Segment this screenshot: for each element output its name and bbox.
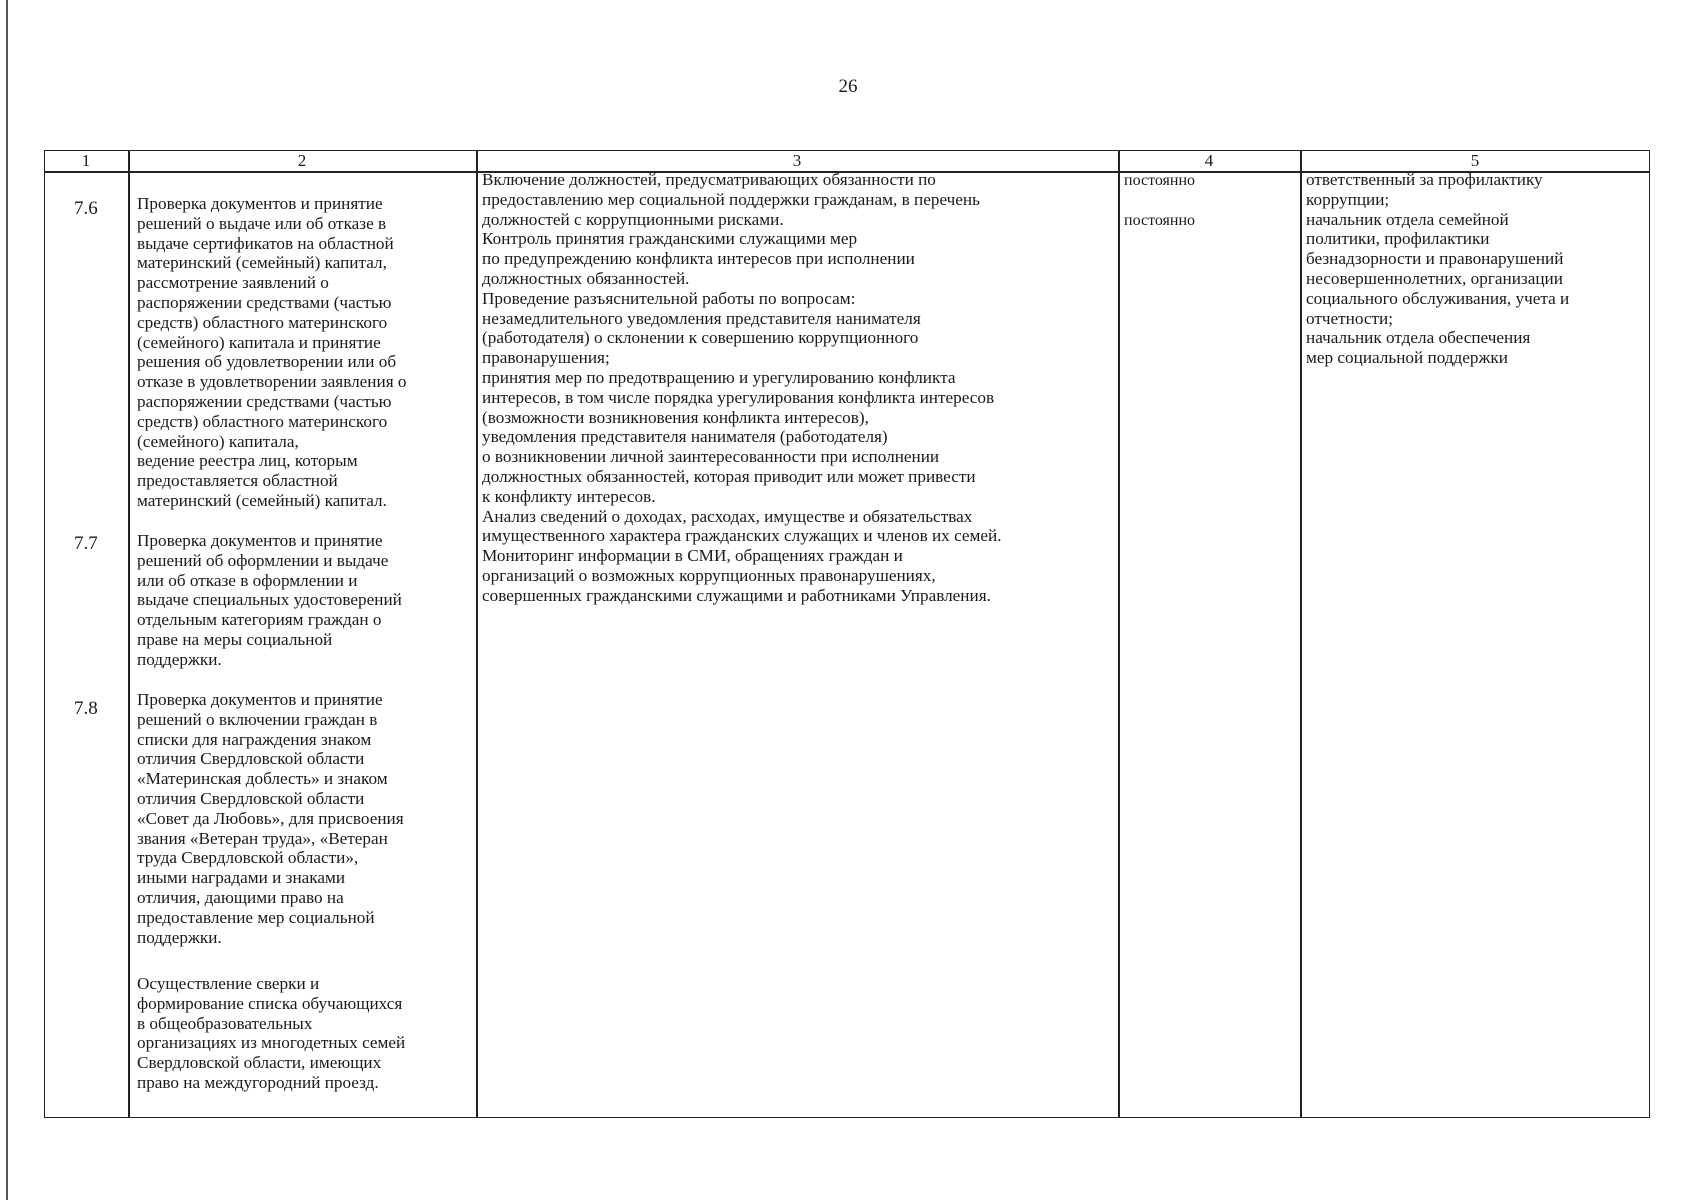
page-number: 26 — [838, 76, 858, 97]
function-text-extra: Осуществление сверки и формирование списка обучающихся в общеобразовательных организациях из многодетных семей Свердловской области, имеющих право на междугородний проезд. — [137, 974, 406, 1092]
deadline-text: постоянно постоянно — [1124, 172, 1196, 229]
function-text-7-7: Проверка документов и принятие решений об оформлении и выдаче или об отказе в оформлении и выдаче специальных удостоверений отдельным категориям граждан о праве на меры социальной поддержки. — [137, 531, 402, 669]
function-text-7-8: Проверка документов и принятие решений о включении граждан в списки для награждения знаком отличия Свердловской области «Материнская доблесть» и знаком отличия Свердловской области «Совет да Любовь», для присвоения звания «Ветеран труда», «Ветеран труда Свердловской области», иными наградами и знаками отличия, дающими право на предоставление мер социальной поддержки. — [137, 690, 404, 947]
column-header-1: 1 — [81, 151, 91, 170]
column-header-4: 4 — [1204, 151, 1214, 170]
column-rule-1 — [128, 150, 130, 1118]
scan-edge — [6, 0, 8, 1200]
row-number-7-8: 7.8 — [74, 698, 98, 719]
measures-text: Включение должностей, предусматривающих обязанности по предоставлению мер социальной поддержки гражданам, в перечень должностей с коррупционными рисками. Контроль принятия гражданскими служащими мер по предупреждению конфликта интересов при исполнении должностных обязанностей. Проведение разъяснительной работы по вопросам: незамедлительного уведомления представителя нанимателя (работодателя) о склонении к совершению коррупционного правонарушения; принятия мер по предотвращению и урегулированию конфликта интересов, в том числе порядка урегулирования конфликта интересов (возможности возникновения конфликта интересов), уведомления представителя нанимателя (работодателя) о возникновении личной заинтересованности при исполнении должностных обязанностей, которая приводит или может привести к конфликту интересов. Анализ сведений о доходах, расходах, имуществе и обязательствах имущественного характера гражданских служащих и членов их семей. Мониторинг информации в СМИ, обращениях граждан и организаций о возможных коррупционных правонарушениях, совершенных гражданскими служащими и работниками Управления. — [482, 170, 1002, 605]
row-number-7-7: 7.7 — [74, 533, 98, 554]
column-rule-3 — [1118, 150, 1120, 1118]
column-header-5: 5 — [1470, 151, 1480, 170]
responsible-text: ответственный за профилактику коррупции; начальник отдела семейной политики, профилактики безнадзорности и правонарушений несовершеннолетних, организации социального обслуживания, учета и отчетности; начальник отдела обеспечения мер социальной поддержки — [1306, 170, 1570, 368]
column-header-2: 2 — [297, 151, 307, 170]
function-text-7-6: Проверка документов и принятие решений о выдаче или об отказе в выдаче сертификатов на областной материнский (семейный) капитал, рассмотрение заявлений о распоряжении средствами (частью средств) областного материнского (семейного) капитала и принятие решения об удовлетворении или об отказе в удовлетворении заявления о распоряжении средствами (частью средств) областного материнского (семейного) капитала, ведение реестра лиц, которым предоставляется областной материнский (семейный) капитал. — [137, 194, 407, 510]
row-number-7-6: 7.6 — [74, 198, 98, 219]
column-rule-4 — [1300, 150, 1302, 1118]
column-header-3: 3 — [792, 151, 802, 170]
column-rule-2 — [476, 150, 478, 1118]
